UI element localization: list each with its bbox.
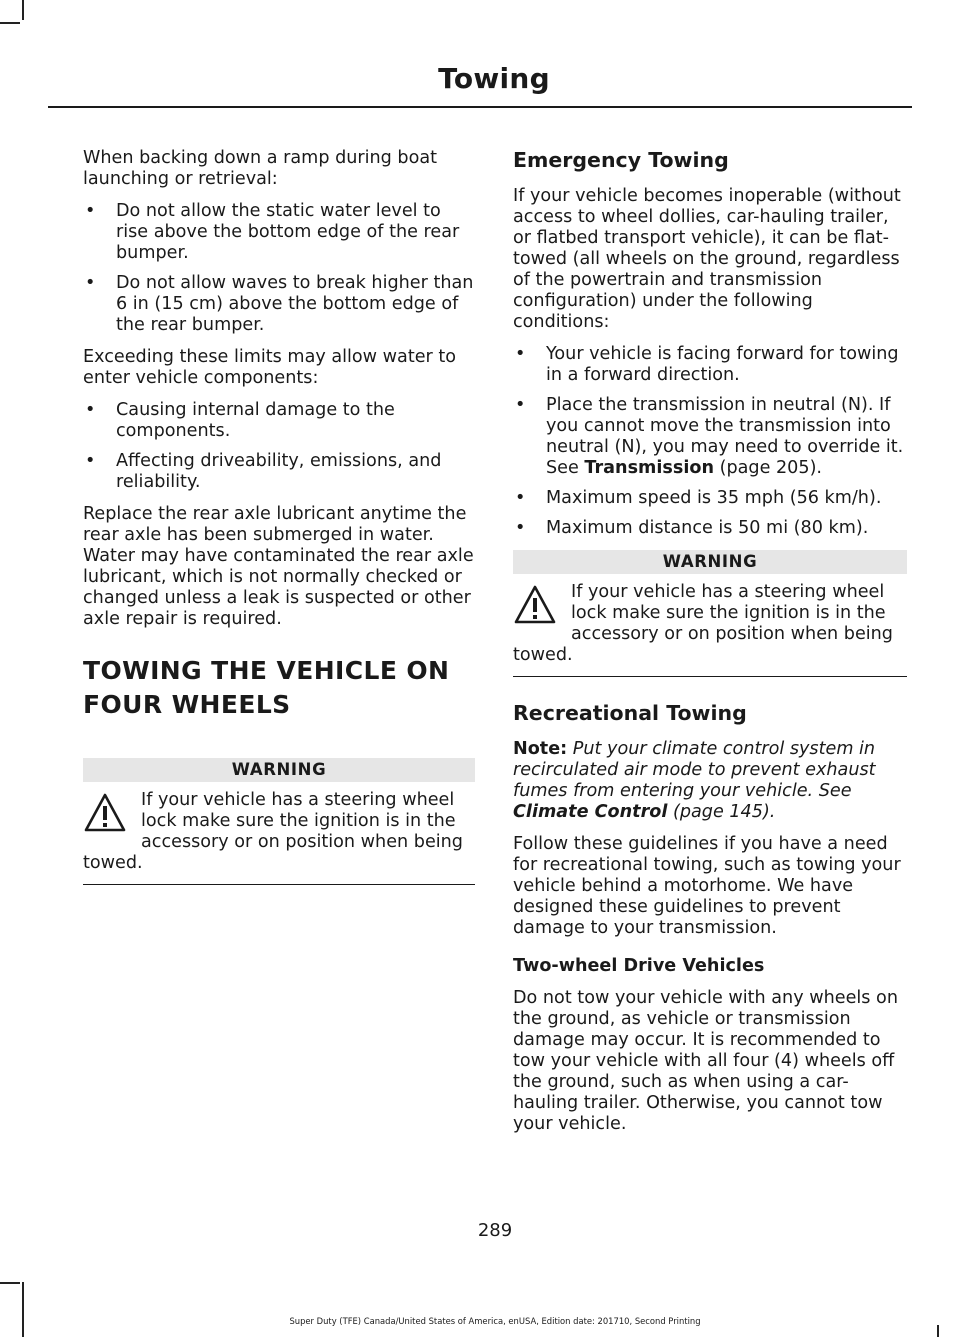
section-heading-line1: TOWING THE VEHICLE ON: [83, 656, 450, 685]
warning-label: WARNING: [513, 550, 907, 574]
two-wheel-drive-paragraph: Do not tow your vehicle with any wheels on the ground, as vehicle or transmission damage may occur. It is recommended to tow your vehicle with all four (4) wheels off the ground, such as when using a car-hauling trailer. Otherwise, you cannot tow your vehicle.: [513, 988, 898, 1134]
crop-mark: [937, 1325, 939, 1337]
warning-triangle-icon: [83, 792, 127, 834]
crop-mark: [22, 1282, 24, 1337]
note-label: Note:: [513, 739, 568, 759]
list-item: • Maximum speed is 35 mph (56 km/h).: [513, 488, 907, 509]
component-effects-list: [83, 400, 475, 493]
warning-text: If your vehicle has a steering wheel lock make sure the ignition is in the accessory or on position when being towed.: [83, 790, 463, 873]
list-item: • Affecting driveability, emissions, and reliability.: [83, 451, 475, 493]
section-heading: [83, 654, 475, 722]
page-title: Towing: [438, 62, 550, 95]
page-reference: (page 205).: [714, 458, 823, 478]
transmission-link[interactable]: Transmission: [584, 458, 714, 478]
warning-box: [83, 758, 475, 885]
exceed-paragraph: Exceeding these limits may allow water to enter vehicle components:: [83, 347, 457, 388]
list-item: • Maximum distance is 50 mi (80 km).: [513, 518, 907, 539]
recreational-towing-heading: Recreational Towing: [513, 701, 747, 725]
list-item-text: Place the transmission in neutral (N). If you cannot move the transmission into neutral (N), you may need to override it. See: [546, 395, 904, 478]
list-item: • Do not allow waves to break higher than 6 in (15 cm) above the bottom edge of the rear bumper.: [83, 273, 475, 336]
warning-body: [83, 790, 475, 885]
guidelines-paragraph: Follow these guidelines if you have a need for recreational towing, such as towing your vehicle behind a motorhome. We have designed these guidelines to prevent damage to your transmission.: [513, 834, 901, 938]
note-text: Put your climate control system in recirculated air mode to prevent exhaust fumes from entering your vehicle. See: [513, 739, 876, 801]
intro-paragraph: When backing down a ramp during boat launching or retrieval:: [83, 148, 438, 189]
warning-box: [513, 550, 907, 677]
list-item: • Your vehicle is facing forward for towing in a forward direction.: [513, 344, 907, 386]
axle-lubricant-paragraph: Replace the rear axle lubricant anytime the rear axle has been submerged in water. Water may have contaminated the rear axle lubricant, which is not normally checked or changed unless a leak is suspected or other axle repair is required.: [83, 504, 474, 629]
warning-body: [513, 582, 907, 677]
left-column: [83, 148, 475, 895]
crop-mark: [22, 0, 24, 20]
list-item: [513, 395, 907, 479]
page-number: 289: [477, 1220, 513, 1241]
right-column: [513, 148, 907, 1146]
crop-mark: [0, 1282, 20, 1284]
warning-triangle-icon: [513, 584, 557, 626]
note-paragraph: [513, 739, 907, 823]
crop-mark: [0, 22, 20, 24]
flat-tow-conditions-list: [513, 344, 907, 539]
header-divider: [48, 106, 912, 108]
section-heading-line2: FOUR WHEELS: [83, 690, 291, 719]
warning-label: WARNING: [83, 758, 475, 782]
list-item: • Causing internal damage to the components.: [83, 400, 475, 442]
climate-control-link[interactable]: Climate Control: [513, 802, 668, 822]
list-item: • Do not allow the static water level to rise above the bottom edge of the rear bumper.: [83, 201, 475, 264]
emergency-towing-paragraph: If your vehicle becomes inoperable (without access to wheel dollies, car-hauling trailer, or flatbed transport vehicle), it can be flat-towed (all wheels on the ground, regardless of the powertrain and transmission configuration) under the following conditions:: [513, 186, 901, 332]
two-wheel-drive-heading: Two-wheel Drive Vehicles: [513, 956, 765, 976]
emergency-towing-heading: Emergency Towing: [513, 148, 729, 172]
warning-text: If your vehicle has a steering wheel lock make sure the ignition is in the accessory or on position when being towed.: [513, 582, 893, 665]
page-reference: (page 145).: [667, 802, 776, 822]
boat-launch-list: [83, 201, 475, 336]
footer-edition-info: Super Duty (TFE) Canada/United States of America, enUSA, Edition date: 201710, Second Printing: [289, 1316, 701, 1326]
